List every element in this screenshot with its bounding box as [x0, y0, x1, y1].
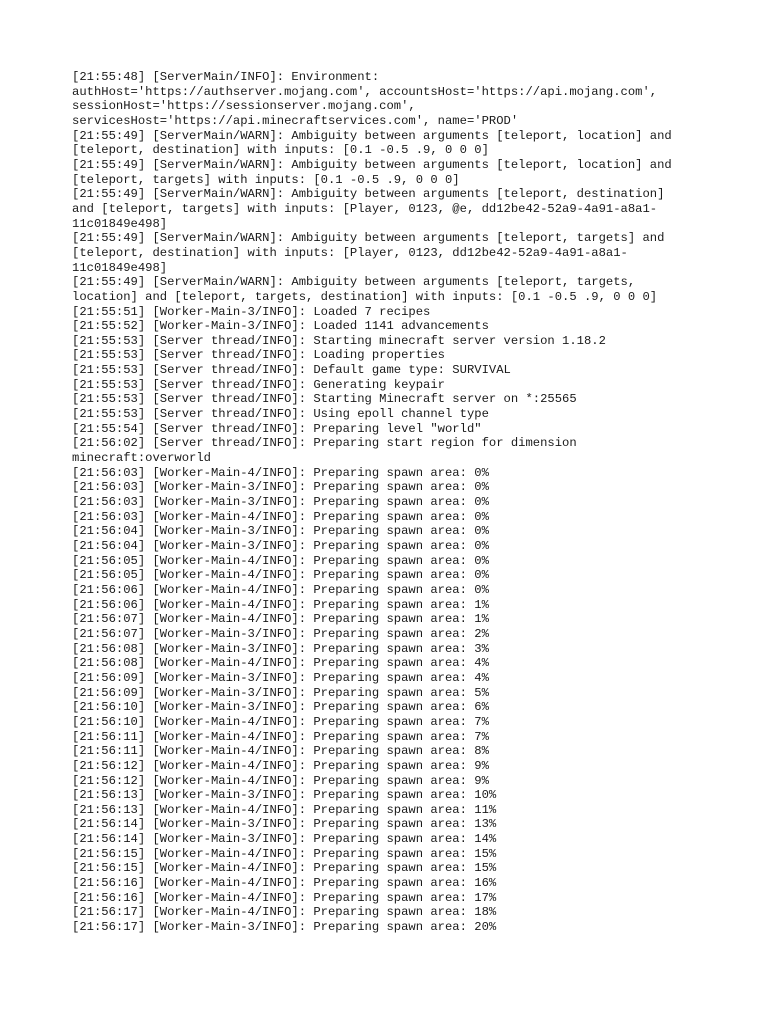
log-line: 11c01849e498] — [72, 216, 168, 231]
log-line: authHost='https://authserver.mojang.com', accountsHost='https://api.mojang.com', — [72, 84, 658, 99]
log-line: [teleport, destination] with inputs: [Player, 0123, dd12be42-52a9-4a91-a8a1- — [72, 245, 628, 260]
log-line: [21:55:51] [Worker-Main-3/INFO]: Loaded 7 recipes — [72, 304, 431, 319]
log-line: 11c01849e498] — [72, 260, 168, 275]
log-line: [21:56:02] [Server thread/INFO]: Preparing start region for dimension — [72, 436, 577, 451]
log-line: [21:55:49] [ServerMain/WARN]: Ambiguity between arguments [teleport, targets, — [72, 275, 636, 290]
log-line: [21:56:14] [Worker-Main-3/INFO]: Preparing spawn area: 14% — [72, 832, 497, 847]
log-line: [21:55:49] [ServerMain/WARN]: Ambiguity between arguments [teleport, targets] and — [72, 231, 665, 246]
log-line: [21:56:05] [Worker-Main-4/INFO]: Preparing spawn area: 0% — [72, 553, 489, 568]
log-line: [21:55:48] [ServerMain/INFO]: Environment: — [72, 70, 380, 84]
log-line: [21:56:08] [Worker-Main-3/INFO]: Preparing spawn area: 3% — [72, 641, 489, 656]
log-line: [21:56:11] [Worker-Main-4/INFO]: Preparing spawn area: 7% — [72, 729, 489, 744]
log-line: [21:56:17] [Worker-Main-3/INFO]: Preparing spawn area: 20% — [72, 920, 497, 935]
log-line: [21:56:05] [Worker-Main-4/INFO]: Preparing spawn area: 0% — [72, 568, 489, 583]
log-line: [21:56:06] [Worker-Main-4/INFO]: Preparing spawn area: 1% — [72, 597, 489, 612]
log-line: minecraft:overworld — [72, 451, 211, 466]
log-line: [21:56:11] [Worker-Main-4/INFO]: Preparing spawn area: 8% — [72, 744, 489, 759]
log-line: [21:56:13] [Worker-Main-4/INFO]: Preparing spawn area: 11% — [72, 802, 497, 817]
log-line: [21:55:53] [Server thread/INFO]: Loading properties — [72, 348, 445, 363]
log-line: [21:56:10] [Worker-Main-4/INFO]: Preparing spawn area: 7% — [72, 714, 489, 729]
log-line: [21:55:53] [Server thread/INFO]: Starting Minecraft server on *:25565 — [72, 392, 577, 407]
log-line: [21:56:04] [Worker-Main-3/INFO]: Preparing spawn area: 0% — [72, 539, 489, 553]
log-line: [21:56:12] [Worker-Main-4/INFO]: Preparing spawn area: 9% — [72, 773, 489, 788]
log-line: [21:56:09] [Worker-Main-3/INFO]: Preparing spawn area: 5% — [72, 685, 489, 700]
log-line: [teleport, destination] with inputs: [0.1 -0.5 .9, 0 0 0] — [72, 143, 489, 158]
log-line: [21:56:03] [Worker-Main-3/INFO]: Preparing spawn area: 0% — [72, 495, 489, 510]
log-line: [teleport, targets] with inputs: [0.1 -0.5 .9, 0 0 0] — [72, 172, 460, 187]
log-line: [21:56:15] [Worker-Main-4/INFO]: Preparing spawn area: 15% — [72, 846, 497, 861]
log-line: [21:55:53] [Server thread/INFO]: Generating keypair — [72, 377, 445, 392]
log-line: [21:55:52] [Worker-Main-3/INFO]: Loaded 1141 advancements — [72, 319, 489, 334]
log-line: [21:56:13] [Worker-Main-3/INFO]: Preparing spawn area: 10% — [72, 788, 497, 803]
log-line: [21:56:14] [Worker-Main-3/INFO]: Preparing spawn area: 13% — [72, 817, 497, 832]
log-line: [21:56:12] [Worker-Main-4/INFO]: Preparing spawn area: 9% — [72, 758, 489, 773]
log-line: servicesHost='https://api.minecraftservices.com', name='PROD' — [72, 113, 519, 128]
log-line: [21:56:03] [Worker-Main-4/INFO]: Preparing spawn area: 0% — [72, 509, 489, 524]
log-line: [21:55:53] [Server thread/INFO]: Using epoll channel type — [72, 407, 489, 422]
log-line: location] and [teleport, targets, destination] with inputs: [0.1 -0.5 .9, 0 0 0] — [72, 289, 658, 304]
log-line: [21:56:09] [Worker-Main-3/INFO]: Preparing spawn area: 4% — [72, 670, 489, 685]
log-line: [21:56:06] [Worker-Main-4/INFO]: Preparing spawn area: 0% — [72, 582, 489, 597]
log-line: [21:55:54] [Server thread/INFO]: Preparing level "world" — [72, 421, 482, 436]
log-line: [21:56:15] [Worker-Main-4/INFO]: Preparing spawn area: 15% — [72, 861, 497, 876]
log-line: [21:56:07] [Worker-Main-4/INFO]: Preparing spawn area: 1% — [72, 612, 489, 627]
log-line: [21:56:03] [Worker-Main-3/INFO]: Preparing spawn area: 0% — [72, 480, 489, 495]
log-line: [21:56:16] [Worker-Main-4/INFO]: Preparing spawn area: 16% — [72, 876, 497, 891]
log-line: [21:56:04] [Worker-Main-3/INFO]: Preparing spawn area: 0% — [72, 524, 489, 539]
log-line: [21:55:53] [Server thread/INFO]: Default game type: SURVIVAL — [72, 363, 511, 378]
log-line: [21:56:08] [Worker-Main-4/INFO]: Preparing spawn area: 4% — [72, 656, 489, 671]
log-line: [21:56:17] [Worker-Main-4/INFO]: Preparing spawn area: 18% — [72, 905, 497, 920]
log-line: [21:55:53] [Server thread/INFO]: Starting minecraft server version 1.18.2 — [72, 333, 606, 348]
log-line: [21:56:10] [Worker-Main-3/INFO]: Preparing spawn area: 6% — [72, 700, 489, 715]
log-line: [21:55:49] [ServerMain/WARN]: Ambiguity between arguments [teleport, location] and — [72, 157, 672, 172]
log-line: and [teleport, targets] with inputs: [Player, 0123, @e, dd12be42-52a9-4a91-a8a1- — [72, 201, 658, 216]
log-line: sessionHost='https://sessionserver.mojang.com', — [72, 99, 416, 114]
log-line: [21:56:03] [Worker-Main-4/INFO]: Preparing spawn area: 0% — [72, 465, 489, 480]
log-line: [21:56:07] [Worker-Main-3/INFO]: Preparing spawn area: 2% — [72, 626, 489, 641]
server-log-text — [72, 70, 702, 935]
log-line: [21:55:49] [ServerMain/WARN]: Ambiguity between arguments [teleport, destination] — [72, 187, 665, 202]
log-line: [21:56:16] [Worker-Main-4/INFO]: Preparing spawn area: 17% — [72, 890, 497, 905]
log-line: [21:55:49] [ServerMain/WARN]: Ambiguity between arguments [teleport, location] and — [72, 128, 672, 143]
